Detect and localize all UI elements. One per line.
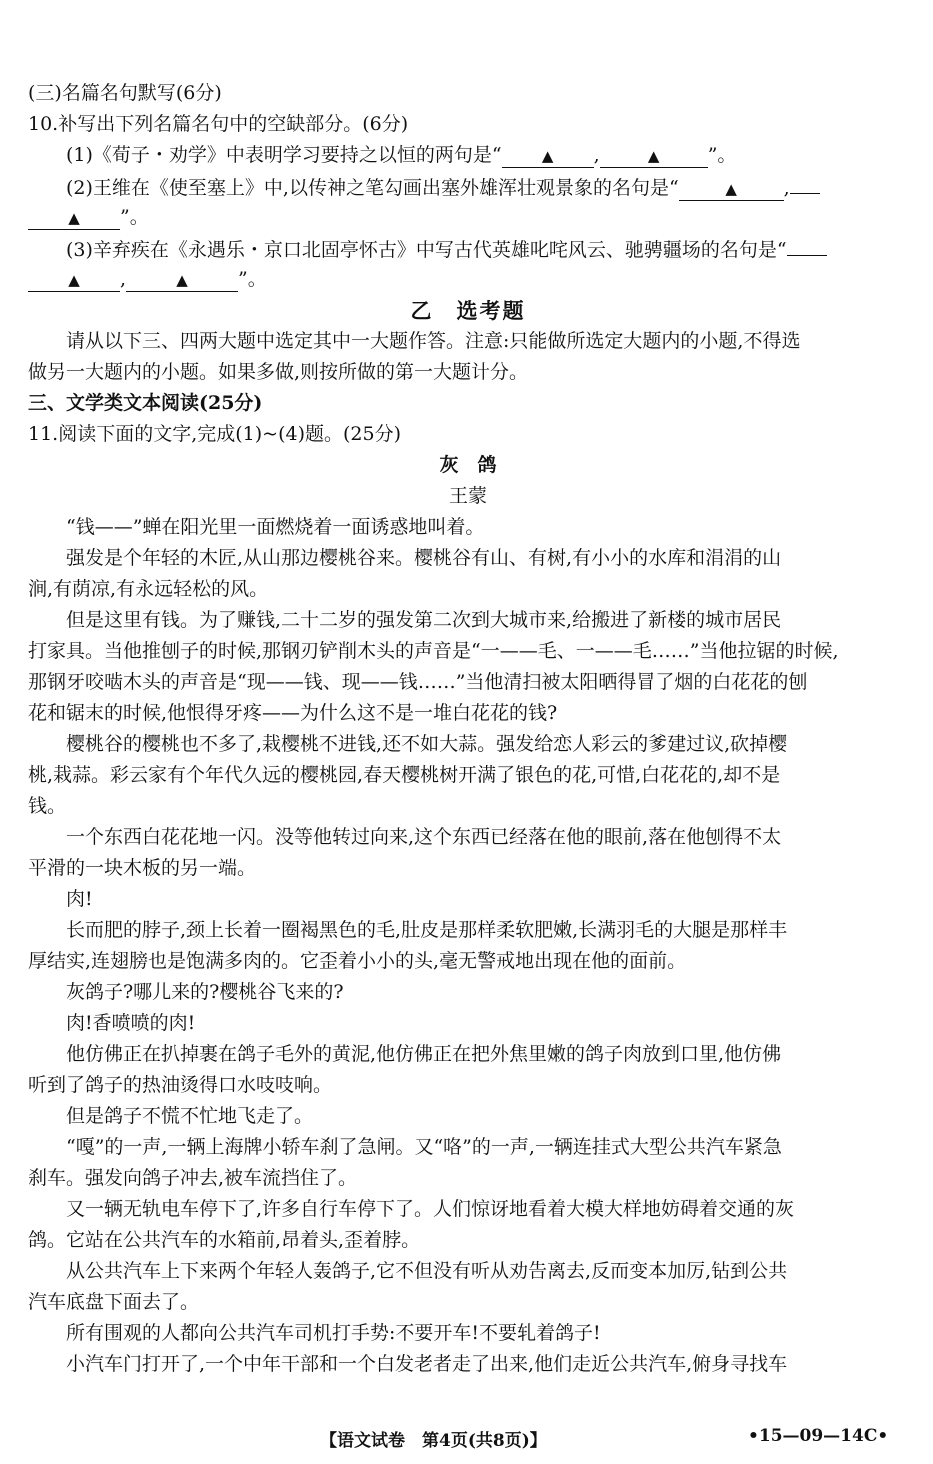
story-line: 樱桃谷的樱桃也不多了,栽樱桃不进钱,还不如大蒜。强发给恋人彩云的爹建过议,砍掉樱 xyxy=(66,733,788,755)
triangle-icon: ▲ xyxy=(68,271,80,289)
story-line: 听到了鸽子的热油烫得口水吱吱响。 xyxy=(28,1074,333,1096)
answer-blank[interactable] xyxy=(600,145,708,168)
story-line: 打家具。当他推刨子的时候,那钢刃铲削木头的声音是“一——毛、一——毛……”当他拉锯的时候, xyxy=(28,640,839,662)
question-10-3 xyxy=(28,233,908,264)
story-body xyxy=(28,512,908,1380)
story-line: 鸽。它站在公共汽车的水箱前,昂着头,歪着脖。 xyxy=(28,1229,421,1251)
story-line: 小汽车门打开了,一个中年干部和一个白发老者走了出来,他们走近公共汽车,俯身寻找车 xyxy=(66,1353,788,1375)
story-author: 王蒙 xyxy=(448,485,487,507)
story-line: 桃,栽蒜。彩云家有个年代久远的樱桃园,春天樱桃树开满了银色的花,可惜,白花花的,却不是 xyxy=(28,764,781,786)
story-line: 花和锯末的时候,他恨得牙疼——为什么这不是一堆白花花的钱? xyxy=(28,702,558,724)
comma: , xyxy=(120,268,127,290)
story-line: 一个东西白花花地一闪。没等他转过向来,这个东西已经落在他的眼前,落在他刨得不太 xyxy=(66,826,782,848)
story-line: 所有围观的人都向公共汽车司机打手势:不要开车!不要轧着鸽子! xyxy=(66,1322,601,1344)
question-11-stem: 11.阅读下面的文字,完成(1)~(4)题。(25分) xyxy=(28,423,402,445)
question-10-3-text: (3)辛弃疾在《永遇乐・京口北固亭怀古》中写古代英雄叱咤风云、驰骋疆场的名句是“ xyxy=(66,239,787,261)
comma: , xyxy=(593,144,600,166)
story-line: 平滑的一块木板的另一端。 xyxy=(28,857,257,879)
question-10-3-continued xyxy=(28,264,908,295)
story-line: 长而肥的脖子,颈上长着一圈褐黑色的毛,肚皮是那样柔软肥嫩,长满羽毛的大腿是那样丰 xyxy=(66,919,788,941)
story-line: 那钢牙咬啮木头的声音是“现——钱、现——钱……”当他清扫被太阳晒得冒了烟的白花花的刨 xyxy=(28,671,808,693)
story-line: 强发是个年轻的木匠,从山那边樱桃谷来。樱桃谷有山、有树,有小小的水库和涓涓的山 xyxy=(66,547,782,569)
question-10-1-text: (1)《荀子・劝学》中表明学习要持之以恒的两句是“ xyxy=(66,144,502,166)
answer-blank-start[interactable] xyxy=(787,233,827,256)
answer-blank-start[interactable] xyxy=(790,171,820,194)
close-quote: ”。 xyxy=(707,144,737,166)
footer-code: •15—09—14C• xyxy=(748,1426,889,1446)
story-line: 肉! xyxy=(66,888,93,910)
answer-blank-end[interactable] xyxy=(28,207,120,230)
question-10-1 xyxy=(28,140,908,171)
story-line: “嘎”的一声,一辆上海牌小轿车刹了急闸。又“咯”的一声,一辆连挂式大型公共汽车紧急 xyxy=(66,1136,782,1158)
triangle-icon: ▲ xyxy=(541,147,554,165)
story-line: 但是鸽子不慌不忙地飞走了。 xyxy=(66,1105,314,1127)
answer-blank[interactable] xyxy=(679,178,784,201)
story-line: “钱——”蝉在阳光里一面燃烧着一面诱惑地叫着。 xyxy=(66,516,485,538)
story-line: 厚结实,连翅膀也是饱满多肉的。它歪着小小的头,毫无警戒地出现在他的面前。 xyxy=(28,950,687,972)
story-line: 汽车底盘下面去了。 xyxy=(28,1291,200,1313)
triangle-icon: ▲ xyxy=(647,147,660,165)
story-line: 又一辆无轨电车停下了,许多自行车停下了。人们惊讶地看着大模大样地妨碍着交通的灰 xyxy=(66,1198,795,1220)
question-10-stem: 10.补写出下列名篇名句中的空缺部分。(6分) xyxy=(28,113,409,135)
close-quote: ”。 xyxy=(120,206,149,228)
story-line: 涧,有荫凉,有永远轻松的风。 xyxy=(28,578,269,600)
footer-page-info: 【语文试卷 第4页(共8页)】 xyxy=(320,1431,547,1451)
optional-section-title: 乙 选考题 xyxy=(410,298,526,323)
section-heading-recitation: (三)名篇名句默写(6分) xyxy=(28,82,222,104)
instruction-line-2: 做另一大题内的小题。如果多做,则按所做的第一大题计分。 xyxy=(28,361,529,383)
story-line: 刹车。强发向鸽子冲去,被车流挡住了。 xyxy=(28,1167,358,1189)
story-title: 灰 鸽 xyxy=(439,454,497,476)
answer-blank[interactable] xyxy=(126,269,238,292)
story-line: 肉!香喷喷的肉! xyxy=(66,1012,196,1034)
question-10-2-continued xyxy=(28,202,908,233)
story-line: 从公共汽车上下来两个年轻人轰鸽子,它不但没有听从劝告离去,反而变本加厉,钻到公共 xyxy=(66,1260,788,1282)
story-line: 他仿佛正在扒掉裹在鸽子毛外的黄泥,他仿佛正在把外焦里嫩的鸽子肉放到口里,他仿佛 xyxy=(66,1043,782,1065)
close-quote: ”。 xyxy=(238,268,267,290)
triangle-icon: ▲ xyxy=(725,180,737,198)
part-three-heading: 三、文学类文本阅读(25分) xyxy=(28,392,263,414)
triangle-icon: ▲ xyxy=(68,209,80,227)
story-line: 钱。 xyxy=(28,795,67,817)
answer-blank-end[interactable] xyxy=(28,269,120,292)
triangle-icon: ▲ xyxy=(176,271,188,289)
story-line: 但是这里有钱。为了赚钱,二十二岁的强发第二次到大城市来,给搬进了新楼的城市居民 xyxy=(66,609,782,631)
question-10-2-text: (2)王维在《使至塞上》中,以传神之笔勾画出塞外雄浑壮观景象的名句是“ xyxy=(66,177,679,199)
story-line: 灰鸽子?哪儿来的?樱桃谷飞来的? xyxy=(66,981,344,1003)
answer-blank[interactable] xyxy=(502,145,594,168)
instruction-line-1: 请从以下三、四两大题中选定其中一大题作答。注意:只能做所选定大题内的小题,不得选 xyxy=(66,330,801,352)
question-10-2 xyxy=(28,171,908,202)
exam-page xyxy=(28,78,908,1380)
comma: , xyxy=(783,177,790,199)
